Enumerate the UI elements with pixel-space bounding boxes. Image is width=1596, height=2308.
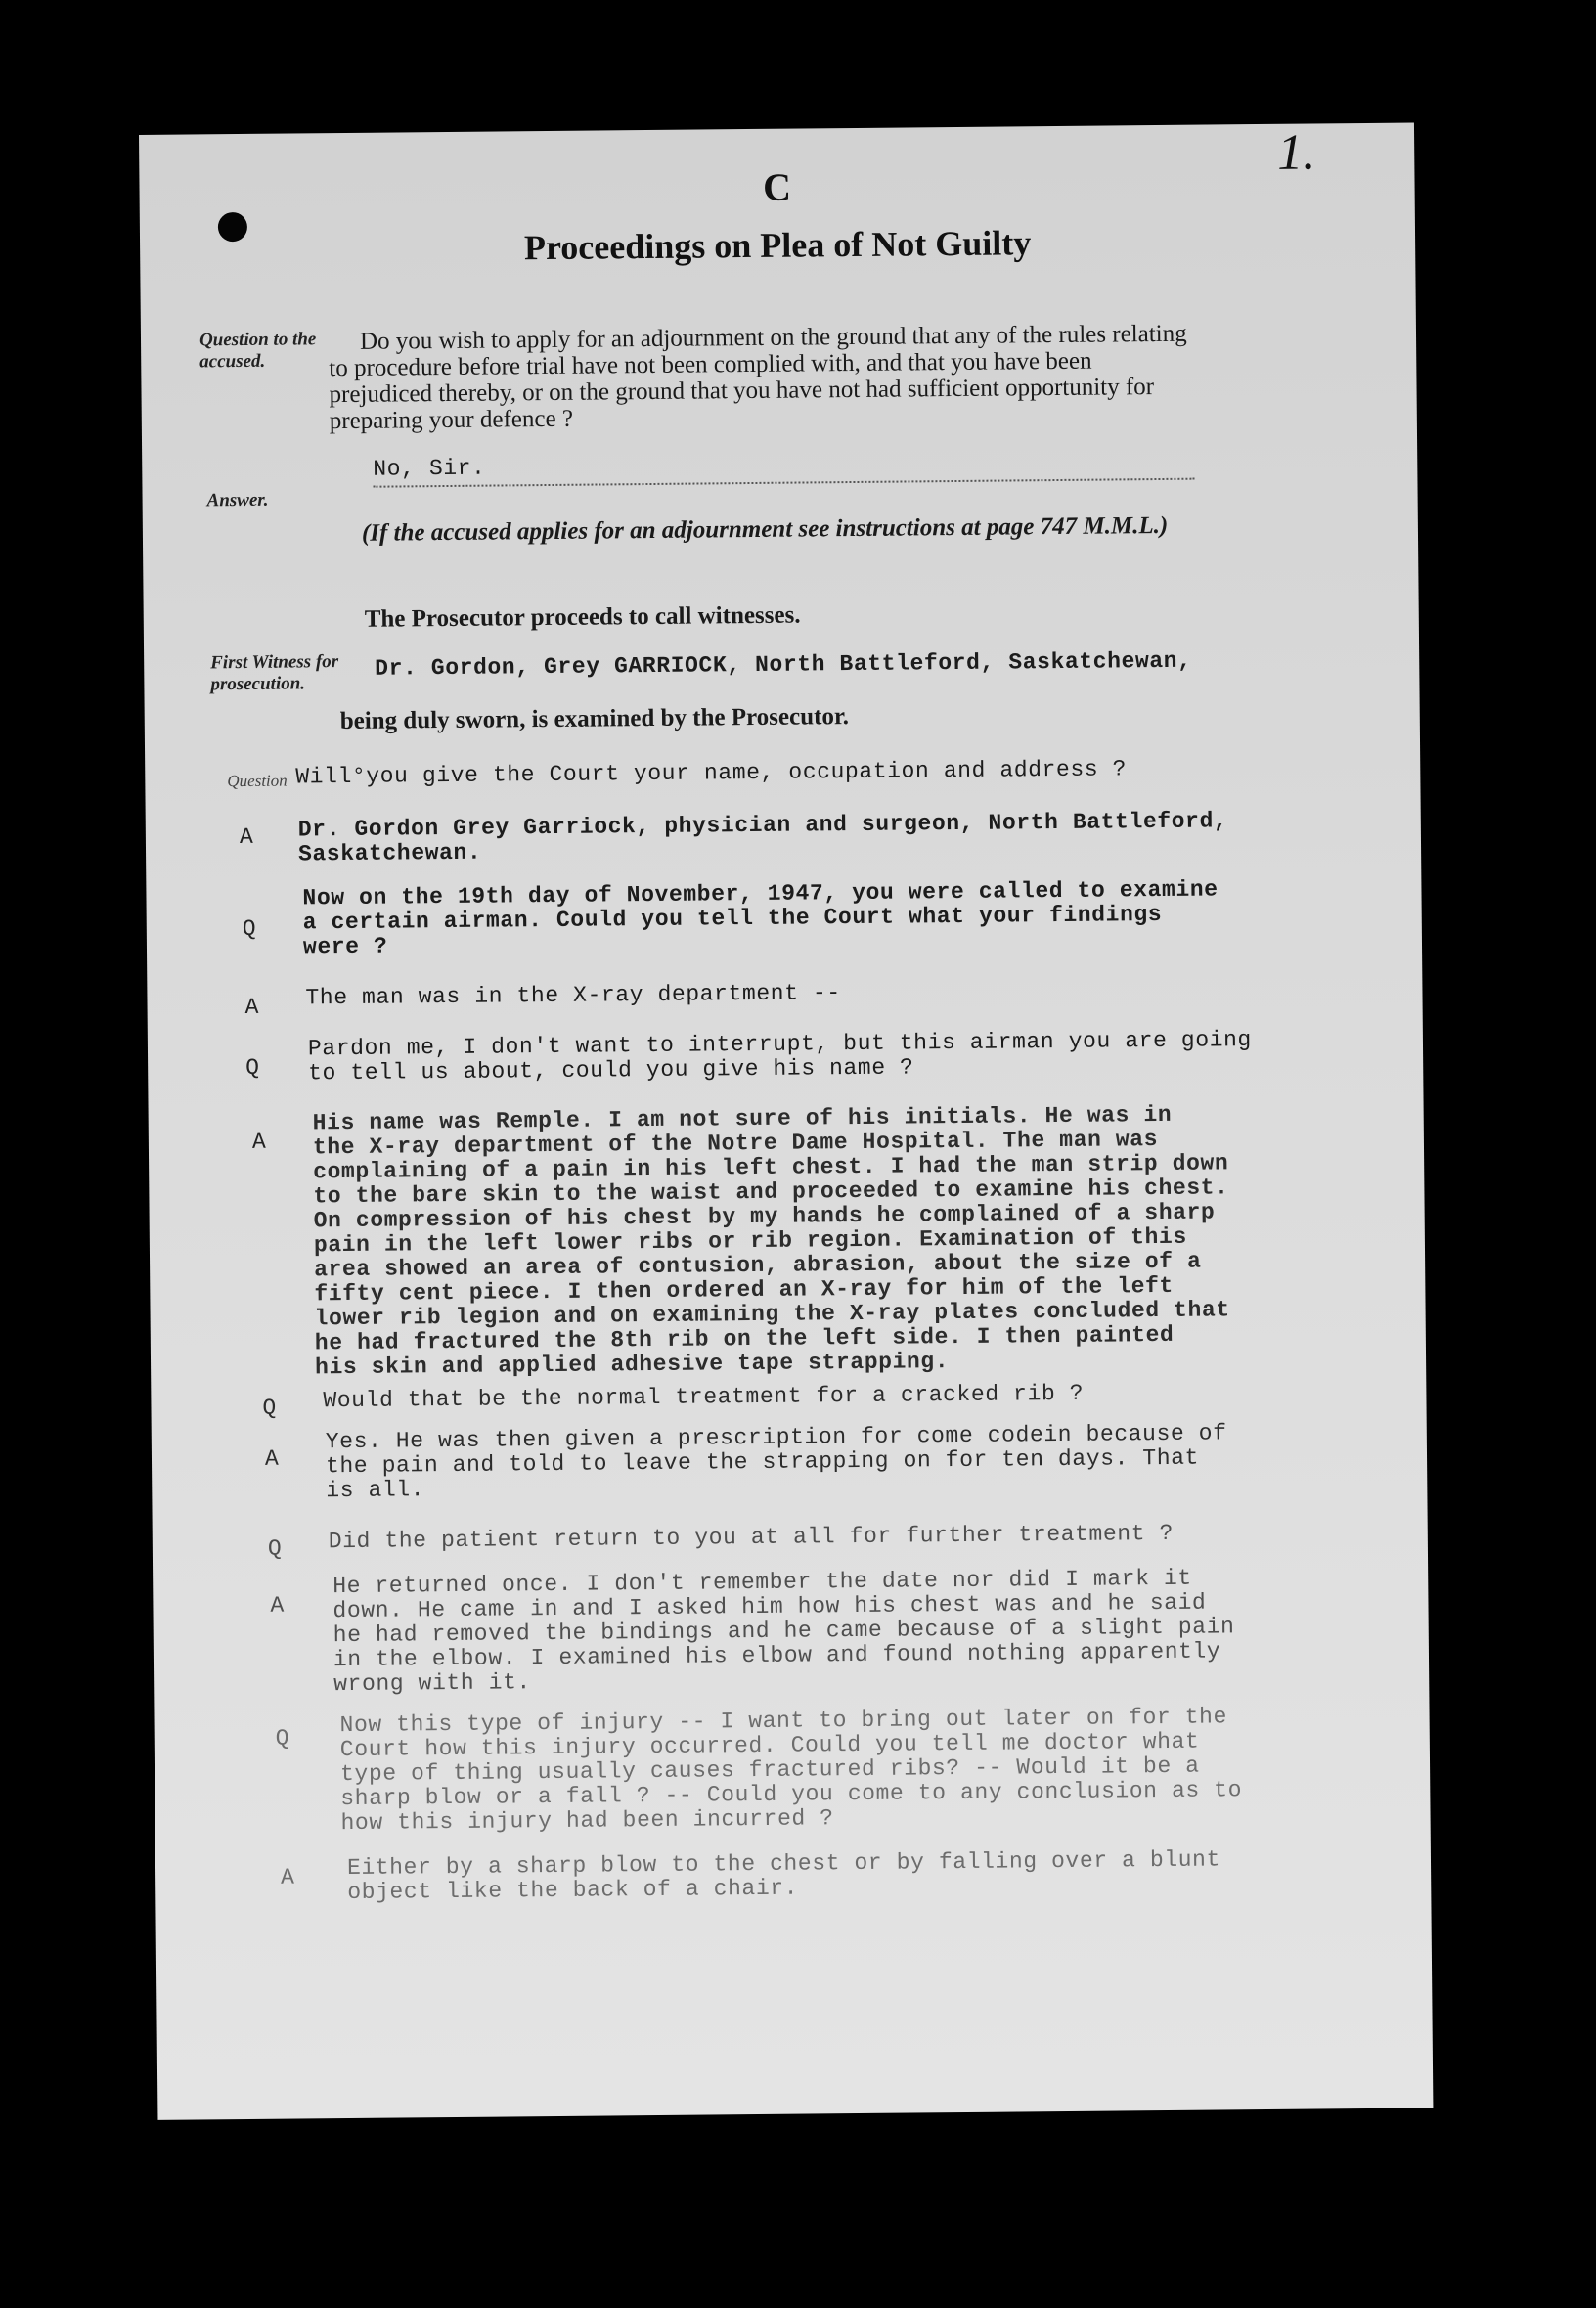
prosecutor-statement: The Prosecutor proceeds to call witnesses.	[364, 601, 801, 633]
speaker-label: Question	[227, 771, 288, 791]
speaker-label: A	[280, 1864, 295, 1890]
exchange-text: Pardon me, I don't want to interrupt, but this airman you are going to tell us about, could you give his name ?	[307, 1027, 1253, 1087]
sworn-statement: being duly sworn, is examined by the Prosecutor.	[339, 703, 850, 735]
form-letter: C	[762, 164, 792, 209]
exchange-text: Now this type of injury -- I want to bring out later on for the Court how this injury occurred. Could you tell me doctor what type of thing usually causes fractured ribs? -- Would it be a sharp blow or a fall ? -- Could you come to any conclusion as to how this injury had been incurred ?	[339, 1704, 1243, 1837]
witness-name: Dr. Gordon, Grey GARRIOCK, North Battleford, Saskatchewan,	[375, 647, 1192, 682]
margin-note-question: Question to the accused.	[199, 329, 317, 373]
exchange-text: Yes. He was then given a prescription for come codein because of the pain and told to leave the strapping on for ten days. That is all.	[325, 1420, 1227, 1504]
exchange-text: His name was Remple. I am not sure of his initials. He was in the X-ray department of the Notre Dame Hospital. The man was complaining of a pain in his left chest. I had the man strip down to the bare skin to the waist and proceeded to examine his chest. On compression of his chest by my hands he complained of a sharp pain in the left lower ribs or rib region. Examination of this area showed an area of contusion, abrasion, about the size of a fifty cent piece. I then ordered an X-ray for him of the left lower rib legion and on examining the X-ray plates concluded that he had fractured the 8th rib on the left side. I then painted his skin and applied adhesive tape strapping.	[312, 1101, 1230, 1381]
speaker-label: Q	[242, 915, 256, 943]
margin-note-answer: Answer.	[206, 489, 269, 511]
exchange-text: The man was in the X-ray department --	[305, 980, 841, 1011]
exchange-text: Will°you give the Court your name, occupation and address ?	[295, 756, 1128, 790]
instruction-note: (If the accused applies for an adjournment see instructions at page 747 M.M.L.)	[361, 511, 1169, 547]
exchange-text: Dr. Gordon Grey Garriock, physician and surgeon, North Battleford, Saskatchewan.	[297, 808, 1228, 867]
speaker-label: A	[251, 1129, 266, 1155]
document-page	[139, 122, 1433, 2119]
exchange-text: He returned once. I don't remember the date nor did I mark it down. He came in and I asked him how his chest was and he said he had removed the bindings and he came because of a slight pain in the elbow. I examined his elbow and found nothing apparently wrong with it.	[332, 1565, 1235, 1698]
page-number: 1.	[1276, 124, 1316, 181]
margin-note-first-witness: First Witness for prosecution.	[210, 651, 339, 695]
question-to-accused: Do you wish to apply for an adjournment on the ground that any of the rules relating to procedure before trial have not been complied with, and that you have been prejudiced thereby, or on the ground that you have not had sufficient opportunity for preparing your defence ?	[329, 320, 1187, 435]
speaker-label: A	[239, 823, 253, 851]
exchange-text: Would that be the normal treatment for a cracked rib ?	[323, 1380, 1085, 1414]
speaker-label: Q	[275, 1725, 289, 1752]
answer-text: No, Sir.	[373, 450, 1194, 488]
exchange-text: Did the patient return to you at all for further treatment ?	[328, 1520, 1175, 1555]
exchange-text: Now on the 19th day of November, 1947, you were called to examine a certain airman. Could you tell the Court what your findings were ?	[302, 876, 1219, 960]
speaker-label: Q	[245, 1054, 260, 1081]
speaker-label: A	[264, 1445, 279, 1472]
speaker-label: Q	[267, 1535, 282, 1562]
speaker-label: A	[270, 1592, 285, 1619]
page-title: Proceedings on Plea of Not Guilty	[523, 223, 1032, 268]
speaker-label: A	[244, 994, 259, 1020]
exchange-text: Either by a sharp blow to the chest or by falling over a blunt object like the back of a chair.	[346, 1846, 1221, 1906]
speaker-label: Q	[262, 1395, 277, 1421]
